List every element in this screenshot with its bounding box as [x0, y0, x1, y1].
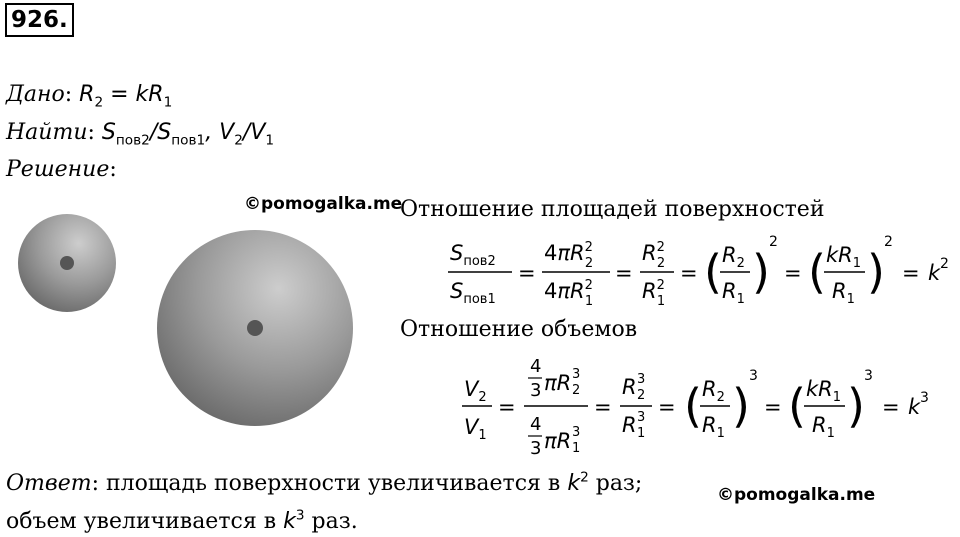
answer-label: Ответ	[6, 471, 92, 496]
svg-text:=: =	[594, 395, 612, 419]
svg-text:R2: $R_2$	[702, 377, 725, 405]
svg-text:=: =	[902, 261, 920, 285]
svg-text:k: k	[928, 261, 941, 285]
answer-line-2	[6, 509, 358, 534]
find-line: Найти: $S_{пов2}/S_{пов1}$, $V_2/V_1$	[6, 120, 275, 149]
svg-text:4πR21: $4\pi R^2$ 1	[544, 278, 594, 309]
svg-text:R1: $R_1$	[832, 279, 855, 307]
svg-text:(: (	[788, 379, 806, 433]
svg-text:R1: $R_1$	[722, 279, 745, 307]
svg-text:Sпов2: $S_{пов2}$	[450, 241, 496, 269]
answer-text-1: площадь поверхности увеличивается в	[106, 471, 561, 496]
watermark-top: ©pomogalka.me	[244, 194, 403, 214]
svg-text:R1: $R_1$	[702, 413, 725, 441]
watermark-bottom: ©pomogalka.me	[717, 485, 876, 505]
area-ratio-formula	[440, 228, 955, 310]
svg-text:4πR22: $4\pi R^2$ 2	[544, 240, 594, 271]
svg-text:): )	[867, 245, 885, 299]
svg-text:): )	[847, 379, 865, 433]
svg-text:3: 3	[572, 367, 581, 382]
svg-text:2: 2	[940, 256, 949, 272]
answer-text-2: объем увеличивается в	[6, 509, 277, 534]
svg-text:=: =	[518, 261, 536, 285]
svg-text:=: =	[680, 261, 698, 285]
svg-text:R22: $R^2$ 2	[642, 240, 666, 271]
svg-text:k: k	[908, 395, 921, 419]
heading-volume-ratio: Отношение объемов	[400, 317, 638, 342]
svg-text:=: =	[764, 395, 782, 419]
given-label: Дано	[6, 82, 65, 107]
svg-text:R21: $R^2$ 1	[642, 278, 666, 309]
svg-text:πR: πR	[544, 371, 572, 395]
svg-text:1: 1	[637, 426, 646, 441]
svg-text:4: 4	[530, 414, 542, 435]
answer-power-volume: $k^3$	[283, 507, 305, 534]
svg-text:(: (	[684, 379, 702, 433]
svg-text:1: 1	[572, 441, 581, 456]
answer-end-2: раз.	[311, 509, 358, 534]
svg-text:3: 3	[530, 380, 542, 401]
svg-text:2: 2	[769, 234, 778, 250]
svg-text:V2: $V_2$	[464, 377, 487, 405]
given-line: Дано: $R_2 = kR_1$	[6, 82, 173, 111]
svg-text:R2: $R_2$	[722, 243, 745, 271]
svg-text:=: =	[882, 395, 900, 419]
solution-label: Решение	[6, 157, 110, 182]
svg-text:3: 3	[637, 372, 646, 387]
small-sphere-center	[60, 256, 74, 270]
answer-line-1: Ответ: площадь поверхности увеличивается в $k^2$ раз;	[6, 469, 643, 496]
svg-text:=: =	[784, 261, 802, 285]
answer-end-1: раз;	[595, 471, 643, 496]
svg-text:2: 2	[637, 388, 646, 403]
svg-text:=: =	[498, 395, 516, 419]
svg-text:2: 2	[884, 234, 893, 250]
svg-text:): )	[732, 379, 750, 433]
svg-text:3: 3	[572, 425, 581, 440]
problem-number: 926.	[5, 3, 74, 37]
svg-text:V1: $V_1$	[464, 415, 487, 443]
svg-text:4: 4	[530, 356, 542, 377]
svg-text:R: R	[622, 413, 637, 437]
svg-text:3: 3	[864, 368, 873, 384]
large-sphere-center	[247, 320, 263, 336]
find-formula: $S_{пов2}/S_{пов1}$, $V_2/V_1$	[101, 120, 275, 149]
svg-text:3: 3	[749, 368, 758, 384]
svg-text:R1: $R_1$	[812, 413, 835, 441]
svg-text:3: 3	[920, 390, 929, 406]
svg-text:(: (	[704, 245, 722, 299]
answer-power-area: $k^2$	[567, 469, 589, 496]
solution-line: Решение:	[6, 157, 117, 182]
svg-text:): )	[752, 245, 770, 299]
svg-text:2: 2	[572, 383, 581, 398]
svg-text:3: 3	[637, 410, 646, 425]
volume-ratio-formula	[458, 350, 955, 462]
svg-text:3: 3	[530, 438, 542, 459]
svg-text:kR1: $kR_1$	[806, 377, 842, 405]
svg-text:(: (	[808, 245, 826, 299]
svg-text:Sпов1: $S_{пов1}$	[450, 279, 496, 307]
svg-text:=: =	[658, 395, 676, 419]
svg-text:R: R	[622, 375, 637, 399]
find-label: Найти	[6, 120, 88, 145]
spheres-figure	[0, 210, 400, 460]
given-formula: $R_2 = kR_1$	[79, 82, 173, 111]
svg-text:kR1: $kR_1$	[826, 243, 862, 271]
svg-text:πR: πR	[544, 429, 572, 453]
heading-area-ratio: Отношение площадей поверхностей	[400, 197, 825, 222]
svg-text:=: =	[615, 261, 633, 285]
